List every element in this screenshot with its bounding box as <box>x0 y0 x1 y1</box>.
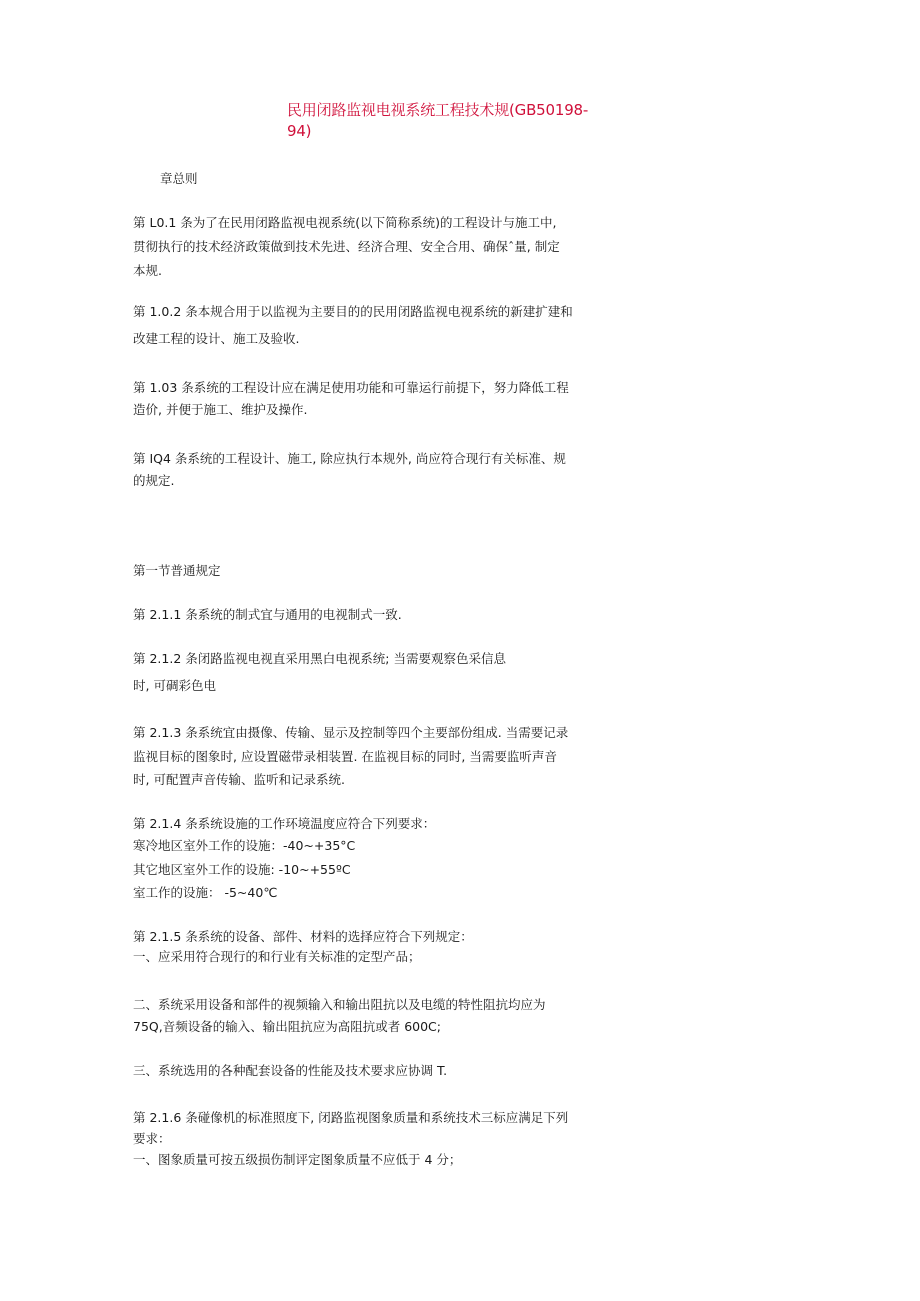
title-line-2: 94) <box>287 122 312 140</box>
document-title <box>287 100 597 142</box>
text-line: 第 L0.1 条为了在民用闭路监视电视系统(以下简称系统)的工程设计与施工中, <box>133 215 557 230</box>
text-line: 的规定. <box>133 473 175 488</box>
text-line: 第 1.0.2 条本规合用于以监视为主要目的的民用闭路监视电视系统的新建扩建和 <box>133 304 573 319</box>
text-line: 一、应采用符合现行的和行业有关标准的定型产品； <box>133 949 421 964</box>
text-line: 造价, 并便于施工、维护及操作. <box>133 402 308 417</box>
text-line: 二、系统采用设备和部件的视频输入和输出阻抗以及电缆的特性阻抗均应为 <box>133 997 546 1012</box>
text-line: 第 1.03 条系统的工程设计应在满足使用功能和可靠运行前提下，努力降低工程 <box>133 380 569 395</box>
text-line: 第 2.1.3 条系统宜由摄像、传输、显示及控制等四个主要部份组成. 当需要记录 <box>133 725 569 740</box>
text-line: 寒冷地区室外工作的设施：-40~+35°C <box>133 838 356 853</box>
text-line: 贯彻执行的技术经济政策做到技术先进、经济合理、安全合用、确保ˆ量, 制定 <box>133 239 560 254</box>
text-line: 75Q,音频设备的输入、输出阻抗应为高阻抗或者 600C; <box>133 1019 441 1034</box>
text-line: 本规. <box>133 263 162 278</box>
text-line: 室工作的设施： -5~40℃ <box>133 885 278 900</box>
text-line: 时, 可配置声音传输、监听和记录系统. <box>133 772 345 787</box>
section-heading: 第一节普通规定 <box>133 563 221 578</box>
chapter-heading: 章总则 <box>160 171 198 186</box>
text-line: 其它地区室外工作的设施: -10~+55ºC <box>133 862 351 877</box>
text-line: 第 2.1.5 条系统的设备、部件、材料的选择应符合下列规定： <box>133 929 473 944</box>
text-line: 一、图象质量可按五级损伤制评定图象质量不应低于 4 分； <box>133 1152 462 1167</box>
text-line: 第 2.1.1 条系统的制式宜与通用的电视制式一致. <box>133 607 402 622</box>
text-line: 第 2.1.2 条闭路监视电视直采用黑白电视系统; 当需要观察色采信息 <box>133 651 506 666</box>
text-line: 第 2.1.6 条碰像机的标准照度下, 闭路监视图象质量和系统技术三标应满足下列 <box>133 1110 569 1125</box>
text-line: 时, 可碉彩色电 <box>133 678 216 693</box>
text-line: 改建工程的设计、施工及验收. <box>133 331 300 346</box>
text-line: 监视目标的图象时, 应设置磁带录相装置. 在监视目标的同时, 当需要监听声音 <box>133 749 557 764</box>
text-line: 第 2.1.4 条系统设施的工作环境温度应符合下列要求： <box>133 816 436 831</box>
title-line-1: 民用闭路监视电视系统工程技术规(GB50198- <box>287 101 589 119</box>
text-line: 第 IQ4 条系统的工程设计、施工, 除应执行本规外, 尚应符合现行有关标准、规 <box>133 451 566 466</box>
text-line: 三、系统选用的各种配套设备的性能及技术要求应协调 T. <box>133 1063 448 1078</box>
text-line: 要求： <box>133 1131 171 1146</box>
